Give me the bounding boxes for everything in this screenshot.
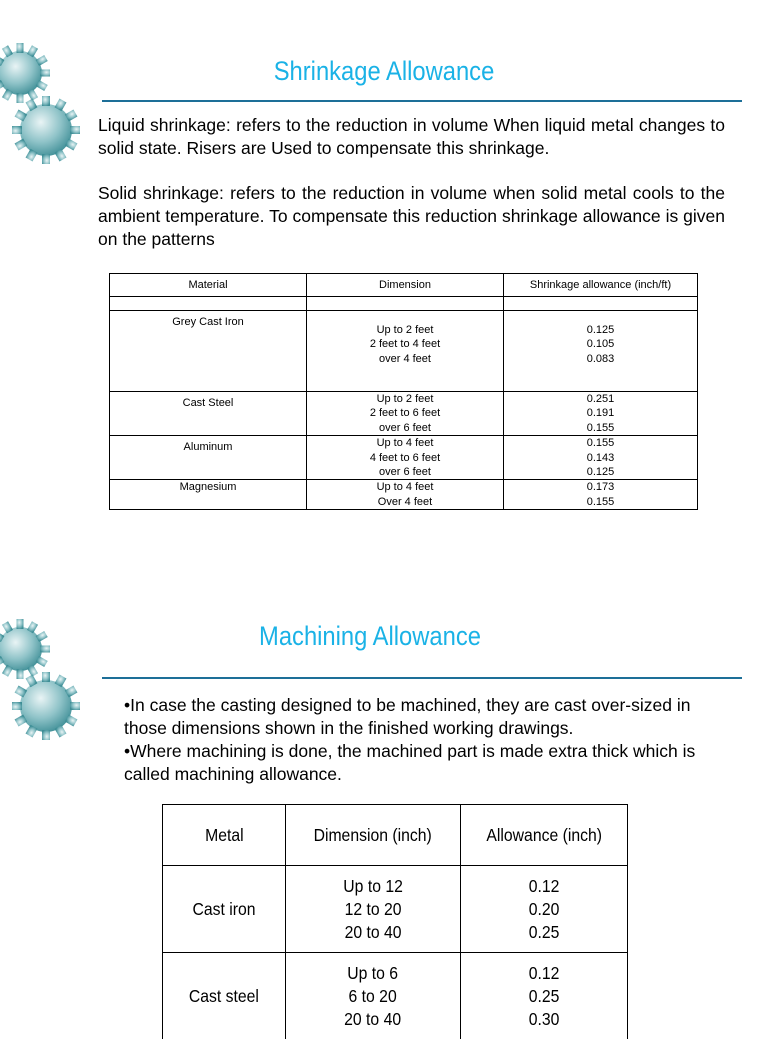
table-row (110, 311, 698, 392)
allowance-cell: 0.12 0.25 0.30 (461, 953, 628, 1039)
table-header-row (163, 805, 628, 866)
bullet-oversized: •In case the casting designed to be machined, they are cast over-sized in those dimensions shown in the finished working drawings. (124, 694, 736, 740)
header-allowance: Allowance (inch) (461, 805, 628, 866)
allowance-cell: 0.12 0.20 0.25 (461, 866, 628, 953)
table-row (110, 480, 698, 510)
allowance-cell: 0.125 0.105 0.083 (504, 311, 698, 392)
allowance-cell: 0.155 0.143 0.125 (504, 436, 698, 480)
dimension-cell: Up to 2 feet 2 feet to 6 feet over 6 feet (307, 392, 504, 436)
allowance-cell: 0.251 0.191 0.155 (504, 392, 698, 436)
dimension-cell: Up to 4 feet 4 feet to 6 feet over 6 feet (307, 436, 504, 480)
header-dimension: Dimension (inch) (286, 805, 461, 866)
table-row (110, 297, 698, 311)
bullet-machining-allowance: •Where machining is done, the machined part is made extra thick which is called machining allowance. (124, 740, 736, 786)
metal-cell: Cast iron (163, 866, 286, 953)
header-shrinkage-allowance: Shrinkage allowance (inch/ft) (504, 274, 698, 297)
metal-cell: Cast steel (163, 953, 286, 1039)
dimension-cell: Up to 6 6 to 20 20 to 40 (286, 953, 461, 1039)
machining-table (162, 804, 628, 1039)
header-dimension: Dimension (307, 274, 504, 297)
header-metal: Metal (163, 805, 286, 866)
allowance-cell: 0.173 0.155 (504, 480, 698, 510)
liquid-shrinkage-text: Liquid shrinkage: refers to the reduction in volume When liquid metal changes to solid state. Risers are Used to compensate this shrinkage. (98, 114, 725, 160)
material-cell: Cast Steel (110, 392, 307, 436)
table-header-row (110, 274, 698, 297)
table-row (163, 953, 628, 1039)
header-material: Material (110, 274, 307, 297)
material-cell: Grey Cast Iron (110, 311, 307, 392)
page-title: Shrinkage Allowance (46, 56, 722, 87)
table-row (163, 866, 628, 953)
title-divider (102, 100, 742, 102)
table-row (110, 392, 698, 436)
table-row (110, 436, 698, 480)
title-divider (102, 677, 742, 679)
material-cell: Magnesium (110, 480, 307, 510)
dimension-cell: Up to 4 feet Over 4 feet (307, 480, 504, 510)
dimension-cell: Up to 12 12 to 20 20 to 40 (286, 866, 461, 953)
shrinkage-table (109, 273, 698, 510)
dimension-cell: Up to 2 feet 2 feet to 4 feet over 4 feet (307, 311, 504, 392)
solid-shrinkage-text: Solid shrinkage: refers to the reduction in volume when solid metal cools to the ambient temperature. To compensate this reduction shrinkage allowance is given on the patterns (98, 182, 725, 251)
section-title-machining: Machining Allowance (32, 621, 708, 652)
material-cell: Aluminum (110, 436, 307, 480)
